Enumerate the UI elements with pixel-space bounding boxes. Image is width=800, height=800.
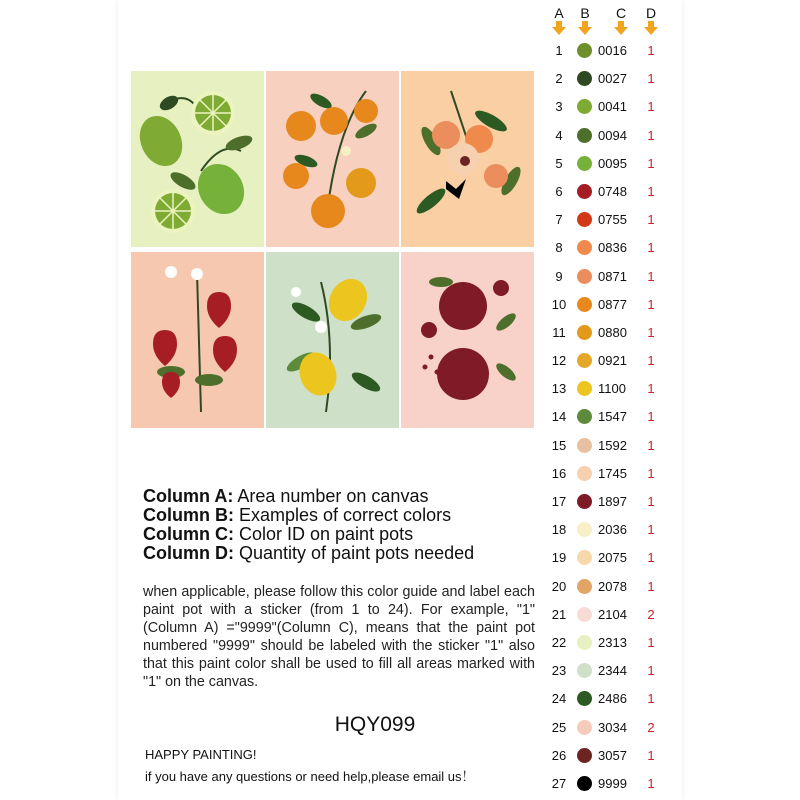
- color-row: [548, 544, 668, 572]
- area-number: 4: [555, 127, 563, 143]
- panel-pomegranates: [401, 252, 534, 428]
- color-id: 0095: [598, 155, 627, 171]
- color-id: 0027: [598, 71, 627, 87]
- area-number: 15: [551, 437, 567, 453]
- column-b-header: B: [580, 5, 590, 21]
- pot-quantity: 1: [647, 775, 655, 791]
- panel-oranges: [266, 71, 399, 247]
- pot-quantity: 1: [647, 663, 655, 679]
- pot-quantity: 1: [647, 747, 655, 763]
- area-number: 23: [551, 663, 567, 679]
- pot-quantity: 1: [647, 578, 655, 594]
- color-id: 0836: [598, 240, 627, 256]
- color-row: [548, 657, 668, 685]
- pot-quantity: 1: [647, 437, 655, 453]
- color-row: [548, 206, 668, 234]
- area-number: 7: [555, 212, 563, 228]
- color-swatch: [577, 353, 592, 368]
- pot-quantity: 1: [647, 99, 655, 115]
- color-row: [548, 488, 668, 516]
- pot-quantity: 1: [647, 381, 655, 397]
- color-id: 1592: [598, 437, 627, 453]
- color-swatch: [577, 438, 592, 453]
- area-number: 9: [555, 268, 563, 284]
- pot-quantity: 1: [647, 183, 655, 199]
- pot-quantity: 2: [647, 719, 655, 735]
- pot-quantity: 1: [647, 353, 655, 369]
- legend-row: [143, 544, 474, 563]
- color-row: [548, 629, 668, 657]
- pot-quantity: 1: [647, 522, 655, 538]
- color-id: 3057: [598, 747, 627, 763]
- color-id: 0877: [598, 296, 627, 312]
- color-row: [548, 93, 668, 121]
- area-number: 26: [551, 747, 567, 763]
- product-code: HQY099: [334, 713, 416, 736]
- pot-quantity: 1: [647, 268, 655, 284]
- pot-quantity: 1: [647, 71, 655, 87]
- color-row: [548, 601, 668, 629]
- color-swatch: [577, 156, 592, 171]
- pot-quantity: 1: [647, 634, 655, 650]
- pot-quantity: 1: [647, 43, 655, 58]
- color-swatch: [577, 748, 592, 763]
- pot-quantity: 1: [647, 127, 655, 143]
- color-swatch: [577, 607, 592, 622]
- pot-quantity: 1: [647, 155, 655, 171]
- color-id: 2313: [598, 634, 627, 650]
- color-row: [548, 460, 668, 488]
- color-row: [548, 178, 668, 206]
- color-swatch: [577, 522, 592, 537]
- area-number: 19: [551, 550, 567, 566]
- area-number: 16: [551, 465, 567, 481]
- color-row: [548, 516, 668, 544]
- area-number: 22: [551, 634, 567, 650]
- color-id: 1547: [598, 409, 627, 425]
- color-row: [548, 319, 668, 347]
- color-id: 0755: [598, 212, 627, 228]
- legend-desc: Examples of correct colors: [239, 505, 452, 525]
- panel-lemons: [266, 252, 399, 428]
- legend-desc: Area number on canvas: [237, 486, 429, 506]
- color-row: [548, 291, 668, 319]
- area-number: 17: [551, 494, 567, 509]
- color-swatch: [577, 212, 592, 227]
- panel-peaches: [401, 71, 534, 247]
- color-row: [548, 685, 668, 713]
- color-id: 2078: [598, 578, 627, 594]
- column-c-header: C: [615, 5, 627, 21]
- color-id: 9999: [598, 775, 627, 791]
- color-swatch: [577, 99, 592, 114]
- color-swatch: [577, 240, 592, 255]
- color-row: [548, 714, 668, 742]
- color-id: 3034: [598, 719, 627, 735]
- column-d-header: D: [645, 5, 657, 21]
- area-number: 2: [555, 71, 563, 87]
- color-id: 2036: [598, 522, 627, 538]
- pot-quantity: 1: [647, 296, 655, 312]
- pot-quantity: 1: [647, 494, 655, 509]
- color-row: [548, 122, 668, 150]
- color-swatch: [577, 635, 592, 650]
- color-row: [548, 150, 668, 178]
- color-swatch: [577, 184, 592, 199]
- color-id: 0871: [598, 268, 627, 284]
- pot-quantity: 1: [647, 212, 655, 228]
- color-id: 1897: [598, 494, 627, 509]
- color-swatch: [577, 128, 592, 143]
- arrow-down-icon: [613, 21, 629, 35]
- pot-quantity: 1: [647, 465, 655, 481]
- area-number: 5: [555, 155, 563, 171]
- color-id: 2075: [598, 550, 627, 566]
- color-id: 0748: [598, 183, 627, 199]
- color-swatch: [577, 43, 592, 58]
- color-row: [548, 263, 668, 291]
- area-number: 27: [551, 775, 567, 791]
- column-headers: [548, 6, 668, 38]
- pot-quantity: 1: [647, 691, 655, 707]
- color-swatch: [577, 269, 592, 284]
- color-row: [548, 742, 668, 770]
- color-swatch: [577, 720, 592, 735]
- area-number: 25: [551, 719, 567, 735]
- legend-key: Column A:: [143, 486, 234, 506]
- area-number: 20: [551, 578, 567, 594]
- help-text: if you have any questions or need help,please email us！: [145, 769, 475, 784]
- color-row: [548, 432, 668, 460]
- color-id: 1100: [598, 381, 626, 397]
- area-number: 10: [551, 296, 567, 312]
- color-swatch: [577, 691, 592, 706]
- color-id: 0880: [598, 324, 627, 340]
- panel-strawberries: [131, 252, 264, 428]
- arrow-down-icon: [643, 21, 659, 35]
- area-number: 11: [552, 324, 566, 340]
- legend-row: [143, 506, 474, 525]
- color-row: [548, 770, 668, 798]
- color-row: [548, 347, 668, 375]
- legend-key: Column C:: [143, 524, 234, 544]
- color-table: [548, 37, 668, 798]
- color-swatch: [577, 776, 592, 791]
- color-swatch: [577, 579, 592, 594]
- color-swatch: [577, 663, 592, 678]
- area-number: 1: [555, 43, 563, 58]
- color-id: 0041: [598, 99, 627, 115]
- pot-quantity: 2: [647, 606, 655, 622]
- area-number: 14: [551, 409, 567, 425]
- area-number: 12: [551, 353, 567, 369]
- color-id: 0094: [598, 127, 627, 143]
- legend-desc: Color ID on paint pots: [239, 524, 414, 544]
- arrow-down-icon: [551, 21, 567, 35]
- color-id: 2104: [598, 606, 627, 622]
- happy-painting-text: HAPPY PAINTING!: [145, 747, 257, 762]
- color-swatch: [577, 297, 592, 312]
- color-row: [548, 403, 668, 431]
- legend-key: Column D:: [143, 543, 234, 563]
- area-number: 21: [551, 606, 567, 622]
- panel-limes: [131, 71, 264, 247]
- color-row: [548, 65, 668, 93]
- legend-row: [143, 487, 474, 506]
- color-id: 2344: [598, 663, 627, 679]
- color-swatch: [577, 71, 592, 86]
- area-number: 8: [555, 240, 563, 256]
- legend-key: Column B:: [143, 505, 234, 525]
- pot-quantity: 1: [647, 240, 655, 256]
- color-swatch: [577, 494, 592, 509]
- color-swatch: [577, 409, 592, 424]
- color-row: [548, 375, 668, 403]
- pot-quantity: 1: [647, 409, 655, 425]
- column-a-header: A: [554, 5, 564, 21]
- color-row: [548, 234, 668, 262]
- color-id: 0921: [598, 353, 627, 369]
- area-number: 13: [551, 381, 567, 397]
- instructions-text: when applicable, please follow this color guide and label each paint pot with a sticker (from 1 to 24). For example, "1"(Column A) ="9999"(Column C), means that the paint pot numbered "9999" should be labeled with the sticker "1" also that this paint color shall be used to fill all areas marked with "1" on the canvas.: [143, 584, 535, 690]
- color-id: 2486: [598, 691, 627, 707]
- color-id: 1745: [598, 465, 627, 481]
- column-legend: [143, 487, 474, 563]
- color-swatch: [577, 325, 592, 340]
- color-swatch: [577, 550, 592, 565]
- pot-quantity: 1: [647, 550, 655, 566]
- area-number: 6: [555, 183, 563, 199]
- area-number: 24: [551, 691, 567, 707]
- arrow-down-icon: [577, 21, 593, 35]
- legend-row: [143, 525, 474, 544]
- area-number: 18: [551, 522, 567, 538]
- color-row: [548, 573, 668, 601]
- legend-desc: Quantity of paint pots needed: [239, 543, 475, 563]
- color-swatch: [577, 381, 592, 396]
- color-row: [548, 37, 668, 65]
- color-id: 0016: [598, 43, 627, 58]
- pot-quantity: 1: [647, 324, 655, 340]
- area-number: 3: [555, 99, 563, 115]
- color-swatch: [577, 466, 592, 481]
